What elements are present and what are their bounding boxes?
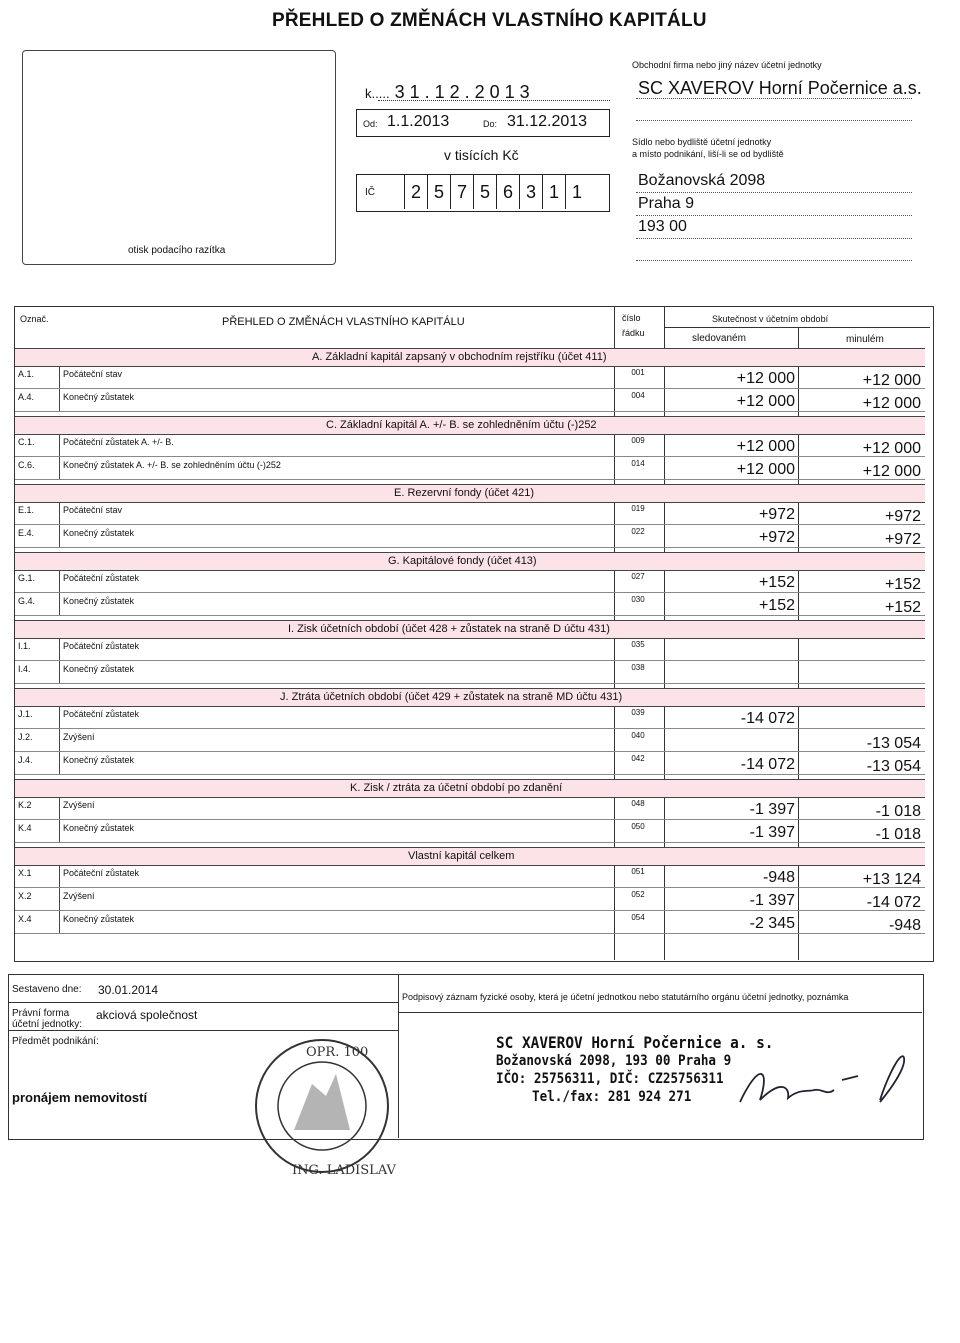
row-code: I.1. [18,641,31,651]
ic-digit: 2 [404,175,427,209]
row-label: Počáteční stav [63,369,123,379]
signature-icon [730,1040,920,1120]
value-current: -14 072 [740,710,795,727]
value-previous: +972 [884,508,921,525]
units-label: v tisících Kč [444,147,519,163]
section-title: A. Základní kapitál zapsaný v obchodním rejstříku (účet 411) [312,351,607,363]
row-label: Konečný zůstatek A. +/- B. se zohledněním účtu (-)252 [63,460,281,470]
period-from-value: 1.1.2013 [387,113,450,130]
value-previous: -13 054 [866,758,921,775]
period-to-value: 31.12.2013 [507,113,588,130]
value-previous: +12 000 [862,372,921,389]
row-code: X.1 [18,868,32,878]
section-header [15,552,925,571]
row-divider [59,706,60,728]
row-label: Počáteční stav [63,505,123,515]
company-stamp-address: Božanovská 2098, 193 00 Praha 9 [496,1053,732,1069]
table-row [15,911,925,934]
section-header [15,688,925,707]
table-row [15,797,925,820]
ic-digit: 1 [542,175,565,209]
row-number: 030 [631,595,645,604]
row-label: Konečný zůstatek [63,664,135,674]
section-title: E. Rezervní fondy (účet 421) [394,487,535,499]
row-number: 022 [631,527,645,536]
row-number: 019 [631,504,645,513]
row-label: Počáteční zůstatek [63,868,140,878]
address-street: Božanovská 2098 [638,172,766,189]
address-underline [636,215,912,216]
row-divider [59,570,60,592]
row-code: J.4. [18,755,33,765]
value-current: +972 [758,529,795,546]
row-number: 004 [631,391,645,400]
row-divider [59,525,60,547]
footer-row-line [398,1012,922,1013]
header-divider [664,327,930,328]
row-divider [59,502,60,524]
value-previous: +152 [884,599,921,616]
value-previous: -13 054 [866,735,921,752]
value-current: -1 397 [749,824,795,841]
value-previous: +972 [884,531,921,548]
value-current: +152 [758,597,795,614]
row-label: Zvýšení [63,891,95,901]
value-current: +972 [758,506,795,523]
row-label: Konečný zůstatek [63,755,135,765]
value-previous: -1 018 [875,826,921,843]
row-label: Počáteční zůstatek A. +/- B. [63,437,174,447]
row-divider [59,389,60,411]
row-number: 042 [631,754,645,763]
section-header [15,416,925,435]
filing-stamp-box [22,50,336,265]
section-header [15,484,925,503]
pravni-forma-label [12,1008,82,1030]
row-label: Počáteční zůstatek [63,641,140,651]
row-code: C.6. [18,460,35,470]
ic-digit: 5 [427,175,450,209]
value-previous: +12 000 [862,440,921,457]
section-header [15,620,925,639]
value-previous: +12 000 [862,463,921,480]
table-row [15,502,925,525]
table-row [15,706,925,729]
row-number: 001 [631,368,645,377]
value-current: -948 [762,869,795,886]
address-underline [636,238,912,239]
predmet-value: pronájem nemovitostí [12,1090,148,1105]
col-cislo [622,311,645,341]
firm-underline-2 [636,120,912,121]
col-title: PŘEHLED O ZMĚNÁCH VLASTNÍHO KAPITÁLU [222,316,465,328]
table-row [15,366,925,389]
row-code: J.1. [18,709,33,719]
row-number: 039 [631,708,645,717]
seat-label-line-2: a místo podnikání, liší-li se od bydliště [632,149,784,159]
row-code: X.2 [18,891,32,901]
firm-name: SC XAVEROV Horní Počernice a.s. [638,78,922,98]
report-date-underline [378,100,610,101]
row-divider [59,729,60,751]
row-code: X.4 [18,914,32,924]
row-code: J.2. [18,732,33,742]
row-number: 051 [631,867,645,876]
row-code: I.4. [18,664,31,674]
row-code: E.4. [18,528,35,538]
value-current: -1 397 [749,801,795,818]
pravni-forma-label-1: Právní forma [12,1008,70,1019]
footer-row-line [8,1002,398,1003]
row-label: Zvýšení [63,732,95,742]
sestaveno-value: 30.01.2014 [98,983,159,997]
table-row [15,752,925,775]
ic-digit: 1 [565,175,588,209]
table-row [15,729,925,752]
row-divider [59,661,60,683]
company-stamp-name: SC XAVEROV Horní Počernice a. s. [496,1033,774,1052]
pravni-forma-value: akciová společnost [96,1008,198,1022]
address-zip: 193 00 [638,218,687,235]
section-title: I. Zisk účetních období (účet 428 + zůstatek na straně D účtu 431) [288,623,610,635]
row-code: A.1. [18,369,35,379]
address-underline [636,192,912,193]
value-previous: -1 018 [875,803,921,820]
value-previous: -948 [888,917,921,934]
section-header [15,348,925,367]
value-current: +152 [758,574,795,591]
row-divider [59,593,60,615]
row-code: A.4. [18,392,35,402]
ic-digit: 7 [450,175,473,209]
section-title: C. Základní kapitál A. +/- B. se zohledněním účtu (-)252 [326,419,597,431]
auditor-stamp-icon [242,1034,402,1184]
value-current: +12 000 [736,370,795,387]
pravni-forma-label-2: účetní jednotky: [12,1019,83,1030]
row-code: K.4 [18,823,32,833]
row-code: E.1. [18,505,35,515]
row-divider [59,366,60,388]
row-label: Konečný zůstatek [63,823,135,833]
table-row [15,865,925,888]
row-number: 014 [631,459,645,468]
report-date-prefix: k [365,86,372,101]
period-from-label: Od: [363,119,378,129]
podpis-label: Podpisový záznam fyzické osoby, která je účetní jednotkou nebo statutárního orgánu účetní jednotky, poznámka [402,992,849,1002]
report-date: k..... 3 1 . 1 2 . 2 0 1 3 [365,82,530,102]
svg-text:OPR. 100: OPR. 100 [306,1045,369,1060]
table-row [15,888,925,911]
row-number: 038 [631,663,645,672]
section-title: G. Kapitálové fondy (účet 413) [388,555,537,567]
ic-digit: 3 [519,175,542,209]
section-title: J. Ztráta účetních období (účet 429 + zůstatek na straně MD účtu 431) [280,691,623,703]
section-header [15,847,925,866]
row-divider [59,797,60,819]
address-underline [636,260,912,261]
row-divider [59,457,60,479]
filing-stamp-label: otisk podacího razítka [128,245,226,256]
ic-digit: 6 [496,175,519,209]
col-sledovanem: sledovaném [692,333,746,344]
row-divider [59,752,60,774]
row-code: G.1. [18,573,36,583]
row-label: Konečný zůstatek [63,392,135,402]
table-row [15,457,925,480]
section-header [15,779,925,798]
table-row [15,638,925,661]
row-divider [59,434,60,456]
page-title: PŘEHLED O ZMĚNÁCH VLASTNÍHO KAPITÁLU [272,10,707,31]
row-number: 048 [631,799,645,808]
row-label: Počáteční zůstatek [63,709,140,719]
table-row [15,593,925,616]
firm-label: Obchodní firma nebo jiný název účetní jednotky [632,60,822,70]
col-skutecnost: Skutečnost v účetním období [712,314,829,324]
section-title: Vlastní kapitál celkem [408,850,515,862]
table-row [15,820,925,843]
ic-digits [404,175,588,209]
row-number: 009 [631,436,645,445]
value-previous: -14 072 [866,894,921,911]
row-number: 027 [631,572,645,581]
row-label: Zvýšení [63,800,95,810]
sestaveno-label: Sestaveno dne: [12,984,82,995]
value-current: -14 072 [740,756,795,773]
row-divider [59,911,60,933]
row-number: 035 [631,640,645,649]
row-code: C.1. [18,437,35,447]
company-stamp-phone: Tel./fax: 281 924 271 [532,1089,692,1105]
value-current: +12 000 [736,461,795,478]
table-row [15,389,925,412]
table-row [15,525,925,548]
col-cislo-line-2: řádku [622,328,645,338]
row-divider [59,638,60,660]
report-date-value: 3 1 . 1 2 . 2 0 1 3 [394,82,530,102]
table-row [15,570,925,593]
svg-text:ING. LADISLAV: ING. LADISLAV [292,1163,396,1178]
period-box [356,109,610,137]
section-title: K. Zisk / ztráta za účetní období po zdanění [350,782,563,794]
col-cislo-line-1: číslo [622,313,641,323]
table-row [15,661,925,684]
ic-label: IČ [365,187,375,198]
address-city: Praha 9 [638,195,695,212]
value-current: +12 000 [736,393,795,410]
row-divider [59,865,60,887]
table-row [15,434,925,457]
value-current: +12 000 [736,438,795,455]
row-number: 040 [631,731,645,740]
row-label: Počáteční zůstatek [63,573,140,583]
footer-row-line [8,1030,398,1031]
company-stamp-ids: IČO: 25756311, DIČ: CZ25756311 [496,1071,724,1087]
row-number: 054 [631,913,645,922]
row-divider [59,888,60,910]
row-number: 052 [631,890,645,899]
value-previous: +152 [884,576,921,593]
value-previous: +12 000 [862,395,921,412]
ic-digit: 5 [473,175,496,209]
row-label: Konečný zůstatek [63,596,135,606]
predmet-label: Předmět podnikání: [12,1036,99,1047]
value-previous: +13 124 [862,871,921,888]
row-label: Konečný zůstatek [63,914,135,924]
col-oznac: Označ. [20,314,49,324]
row-code: G.4. [18,596,36,606]
col-minulem: minulém [846,334,884,345]
value-current: -2 345 [749,915,795,932]
seat-label [632,136,784,160]
period-to-label: Do: [483,119,498,129]
seat-label-line-1: Sídlo nebo bydliště účetní jednotky [632,137,772,147]
row-divider [59,820,60,842]
row-label: Konečný zůstatek [63,528,135,538]
value-current: -1 397 [749,892,795,909]
row-number: 050 [631,822,645,831]
firm-underline [636,98,912,99]
row-code: K.2 [18,800,32,810]
